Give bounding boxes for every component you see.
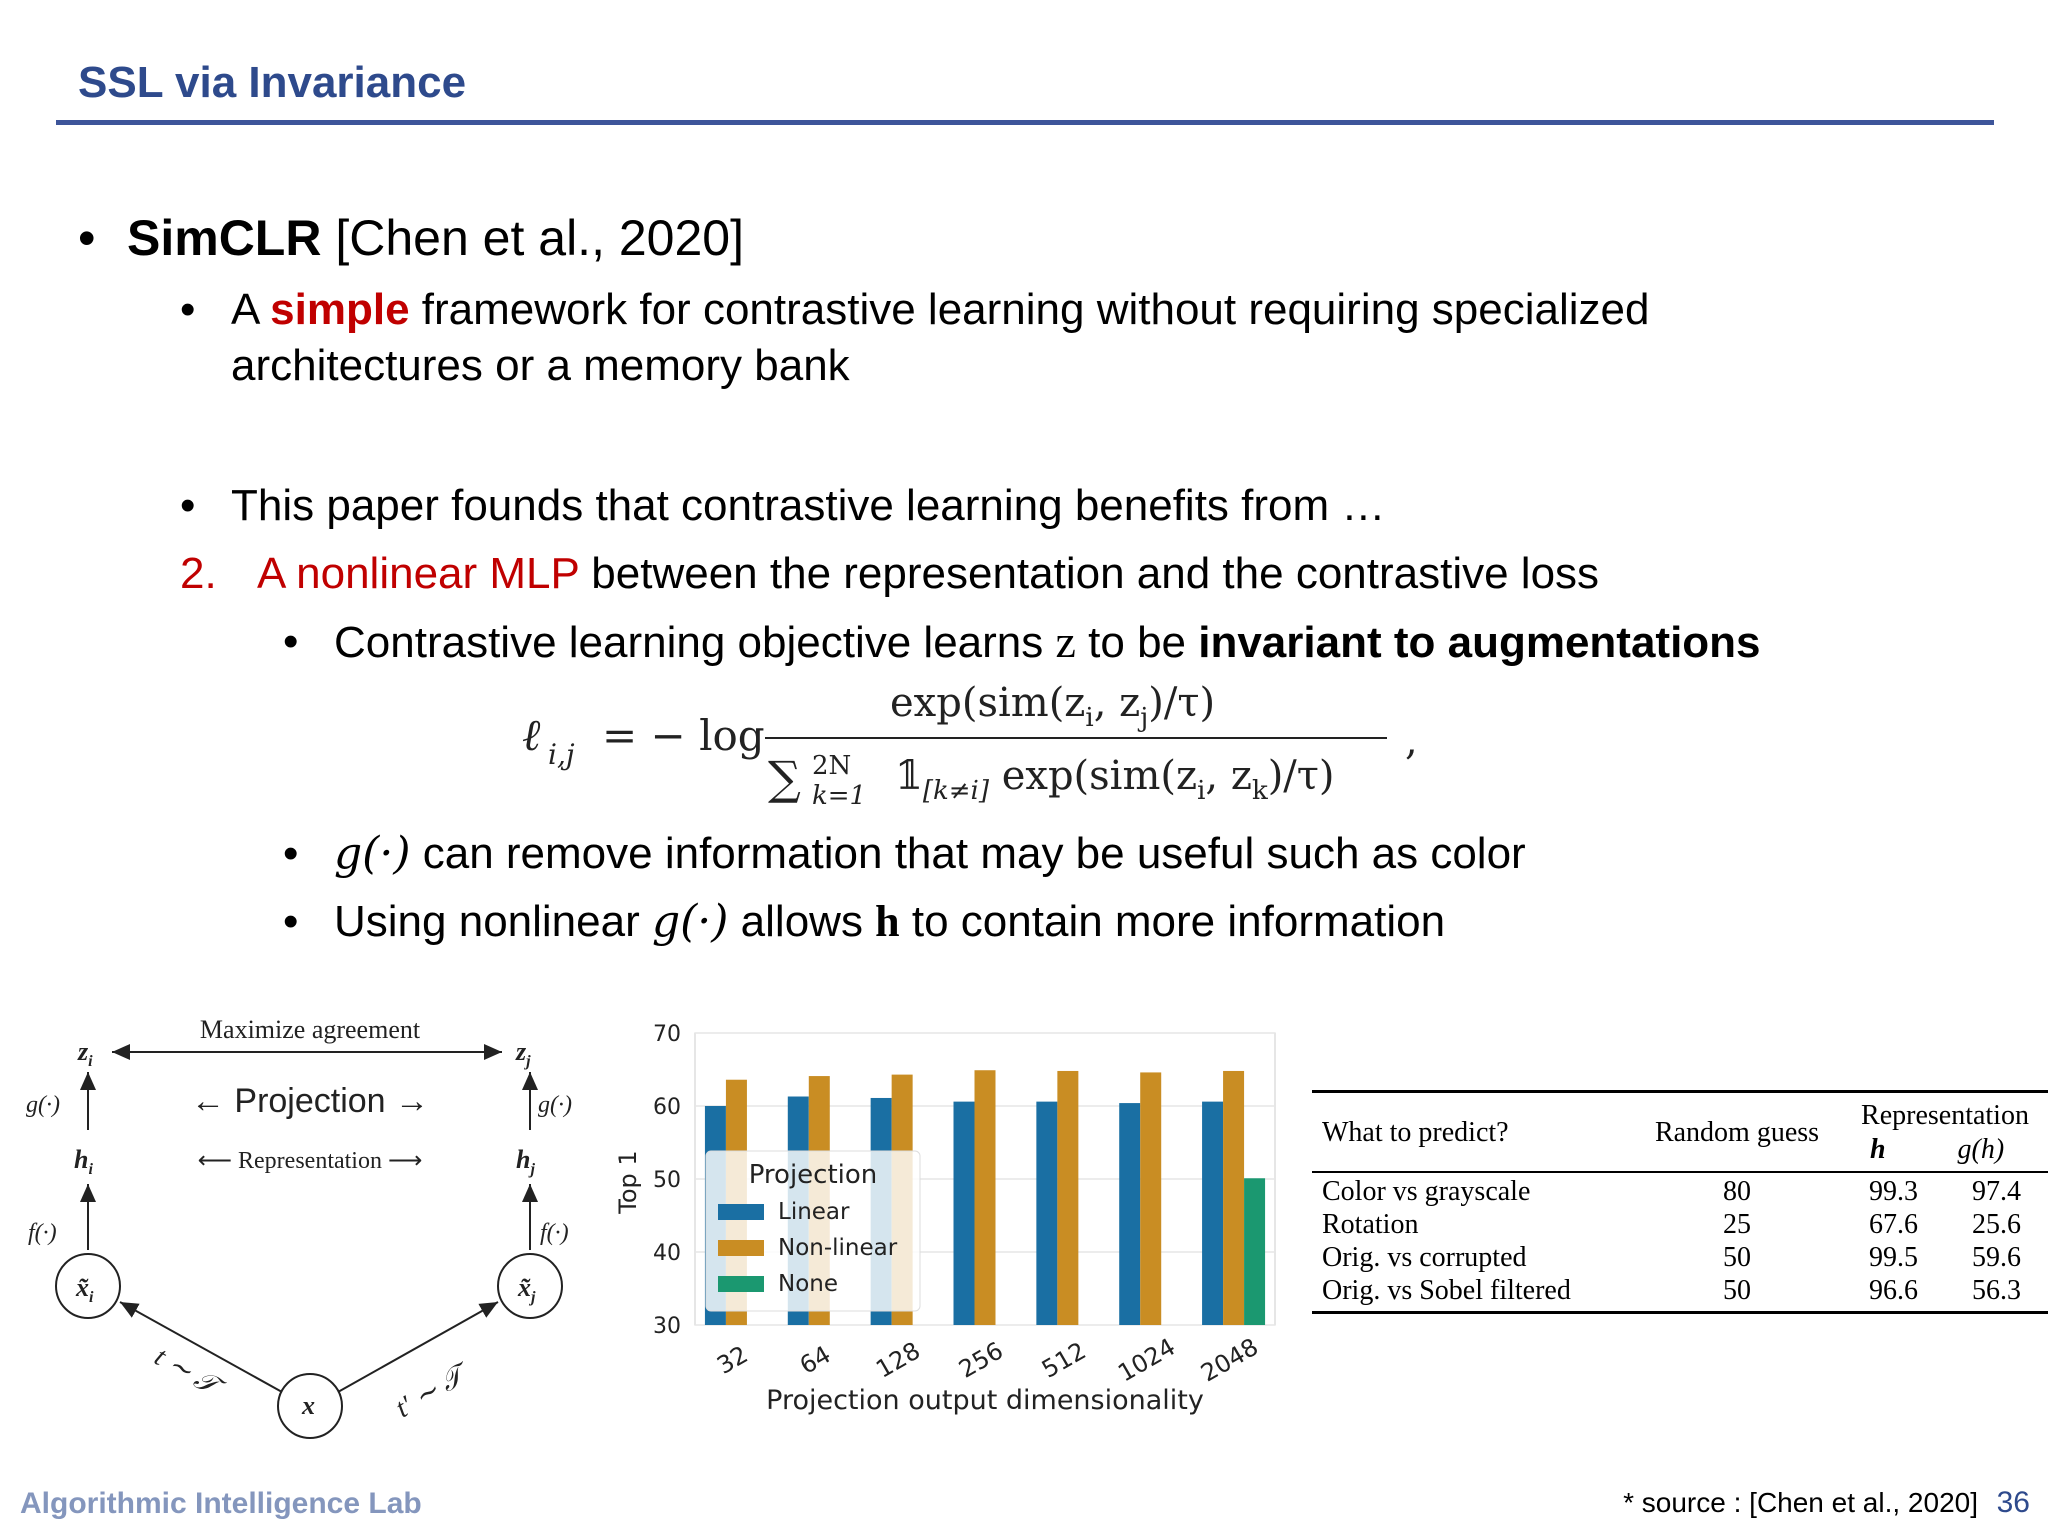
formula-numerator: $\exp(sim(z_i$, $z_j)/\tau$) [890,680,1216,733]
table-header [1312,1099,2048,1167]
row-h: 99.3 [1869,1175,1918,1207]
row-random: 50 [1723,1274,1751,1306]
y-tick-labels [653,1022,681,1339]
sub4-rest: can remove information that may be useful such as color [422,829,1526,878]
bar-non-linear [1140,1072,1161,1325]
x-tick-label: 128 [871,1336,925,1384]
row-gh: 56.3 [1972,1274,2021,1306]
x-tick-label: 256 [954,1336,1008,1384]
simclr-name: SimCLR [127,210,322,266]
table-row [1312,1241,2048,1274]
xi-label: $x̃_i$ [76,1273,94,1306]
x-label: x [302,1391,315,1420]
formula-sum: ∑ [768,751,801,805]
row-h: 99.5 [1869,1241,1918,1273]
legend-swatch [718,1276,764,1292]
sub3-prefix: Contrastive learning objective learns [334,618,1056,667]
sub-bullet-simple-framework [231,282,1831,394]
formula-eq: = − log [602,711,765,760]
y-axis-label: Top 1 [614,1150,642,1214]
x-tick-labels [712,1333,1263,1388]
x-tick-label: 64 [795,1340,836,1380]
bar-non-linear [975,1070,996,1325]
simclr-diagram [20,1000,600,1450]
sub1-prefix: A [231,285,271,334]
row-task: Orig. vs corrupted [1322,1241,1527,1273]
hi-label: $h_i$ [74,1145,93,1178]
formula-comma: , [1405,718,1418,764]
formula-sum-lower: k=1 [812,781,867,811]
legend-label: Non-linear [778,1235,898,1261]
row-random: 25 [1723,1208,1751,1240]
projection-dim-chart [600,1010,1300,1430]
sub5-mid: allows [728,897,876,946]
maximize-agreement-label: Maximize agreement [199,1015,421,1044]
y-tick-label: 50 [653,1168,681,1193]
contrastive-loss-formula [520,674,1420,814]
predict-table [1312,1090,2048,1340]
row-random: 50 [1723,1241,1751,1273]
var-z: z [1055,616,1076,667]
gi-label: g(·) [26,1092,60,1118]
table-mid-rule [1312,1171,2048,1173]
header-representation: Representation [1861,1099,2029,1131]
legend-label: None [778,1271,839,1297]
formula-sum-upper: 2N [812,751,852,781]
x-tick-label: 1024 [1113,1332,1181,1388]
chart-legend [706,1151,920,1311]
aug-arrow-right [338,1302,498,1392]
x-tick-label: 32 [712,1340,753,1380]
sub1-line1: framework for contrastive learning without requiring specialized [409,285,1650,334]
item-nonlinear-mlp [257,546,1599,602]
table-body [1312,1175,2048,1307]
bar-non-linear [1057,1071,1078,1325]
y-tick-label: 30 [653,1314,681,1339]
table-top-rule [1312,1090,2048,1093]
fn-g: g(·) [334,828,411,879]
sub1-emphasis: simple [270,285,410,334]
var-h: h [875,897,900,946]
sub3-mid: to be [1075,618,1199,667]
y-tick-label: 70 [653,1022,681,1047]
item-number: 2. [180,549,217,598]
gj-label: g(·) [538,1092,572,1118]
legend-swatch [718,1204,764,1220]
sub-bullet-nonlinear-g [334,894,1445,950]
sub3-bold: invariant to augmentations [1198,618,1761,667]
bullet-dot: • [78,210,96,266]
row-h: 96.6 [1869,1274,1918,1306]
numbered-item [180,546,217,602]
t-aug-label: t ∼ 𝒯 [149,1341,223,1402]
item-rest: between the representation and the contrastive loss [579,549,1600,598]
formula-lhs-sub: i,j [548,738,575,771]
hj-label: $h_j$ [516,1145,535,1178]
bar-linear [1202,1102,1223,1325]
bar-linear [1036,1102,1057,1325]
item-red-text: A nonlinear MLP [257,549,580,598]
footer-lab-name: Algorithmic Intelligence Lab [20,1487,422,1520]
bar-none [1244,1178,1265,1325]
table-bottom-rule [1312,1311,2048,1314]
bullet-dot: • [283,617,299,666]
sub-bullet-paper-founds: This paper founds that contrastive learning benefits from … [231,481,1386,530]
y-tick-label: 60 [653,1095,681,1120]
page-number: 36 [1996,1486,2030,1519]
bullet-dot: • [283,897,299,946]
row-gh: 25.6 [1972,1208,2021,1240]
bar-linear [954,1102,975,1325]
fi-label: f(·) [28,1220,57,1246]
row-gh: 97.4 [1972,1175,2021,1207]
bar-non-linear [1223,1071,1244,1325]
header-h: h [1870,1133,1886,1165]
header-what: What to predict? [1322,1117,1509,1148]
row-task: Rotation [1322,1208,1419,1240]
fn-g: g(·) [651,896,729,947]
x-tick-label: 2048 [1196,1332,1264,1388]
sub-bullet-g-removes [334,826,1526,882]
t-prime-aug-label: t′ ∼ 𝒯 [390,1360,469,1425]
fj-label: f(·) [540,1220,569,1246]
row-task: Color vs grayscale [1322,1175,1531,1207]
sub-bullet-objective [334,614,1761,671]
header-random: Random guess [1654,1117,1820,1148]
footer-source: * source : [Chen et al., 2020] [1623,1487,1978,1518]
row-h: 67.6 [1869,1208,1918,1240]
table-row [1312,1175,2048,1208]
projection-label: ← Projection → [190,1082,430,1120]
representation-label: ⟵ Representation ⟶ [197,1148,423,1174]
simclr-citation: [Chen et al., 2020] [321,210,744,266]
row-task: Orig. vs Sobel filtered [1322,1274,1571,1306]
bullet-simclr [127,208,744,268]
table-row [1312,1274,2048,1307]
y-tick-label: 40 [653,1241,681,1266]
title-divider [56,120,1994,125]
row-random: 80 [1723,1175,1751,1207]
legend-label: Linear [778,1199,850,1225]
x-axis-label: Projection output dimensionality [766,1385,1204,1416]
zj-label: $z_j$ [516,1037,531,1070]
slide-title: SSL via Invariance [78,58,467,107]
table-row [1312,1208,2048,1241]
formula-lhs: ℓ [522,710,541,761]
sub5-rest: to contain more information [899,897,1446,946]
zi-label: $z_i$ [78,1037,93,1070]
sub1-line2: architectures or a memory bank [231,341,850,390]
header-gh: g(h) [1957,1133,2005,1165]
formula-indicator: $𝟙_{[k\ne i]}$ $\exp(sim(z_i$, $z_k)/\tau$) [895,753,1335,806]
bullet-dot: • [180,481,196,530]
legend-title: Projection [748,1160,878,1190]
row-gh: 59.6 [1972,1241,2021,1273]
sub5-prefix: Using nonlinear [334,897,652,946]
xj-label: $x̃_j$ [518,1273,536,1306]
bullet-dot: • [180,285,196,334]
x-tick-label: 512 [1037,1336,1091,1384]
legend-swatch [718,1240,764,1256]
bar-linear [1119,1103,1140,1325]
bullet-dot: • [283,829,299,878]
